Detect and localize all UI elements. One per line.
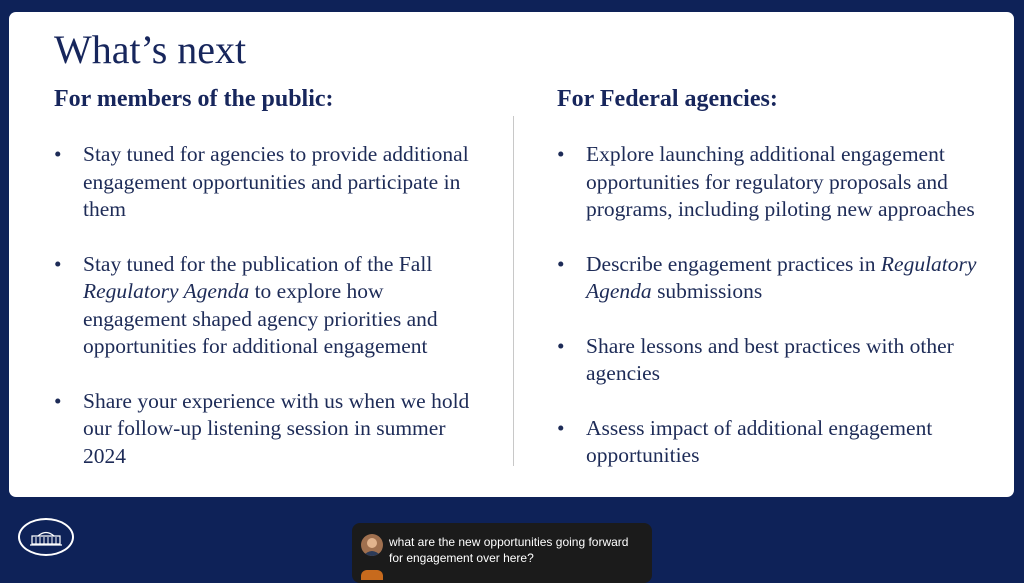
list-item: • Assess impact of additional engagement opportunities [557, 415, 997, 470]
public-bullet-list [54, 141, 489, 497]
public-column-heading: For members of the public: [54, 86, 334, 112]
user-avatar-icon [361, 534, 383, 556]
slide-title: What’s next [54, 27, 247, 72]
list-item: • Stay tuned for agencies to provide additional engagement opportunities and participate in them [54, 141, 489, 224]
chat-caption-bubble [352, 523, 652, 583]
caption-text: what are the new opportunities going forward for engagement over here? [389, 535, 629, 565]
column-divider [513, 116, 514, 466]
list-item: • Describe engagement practices in Regulatory Agenda submissions [557, 251, 997, 306]
agencies-column-heading: For Federal agencies: [557, 86, 778, 112]
list-item: • Share your experience with us when we hold our follow-up listening session in summer 2024 [54, 388, 489, 471]
list-item: • Stay tuned for the publication of the Fall Regulatory Agenda to explore how engagement shaped agency priorities and opportunities for additional engagement [54, 251, 489, 361]
user-avatar-icon [361, 570, 383, 580]
white-house-seal-icon [18, 518, 74, 556]
list-item: • Explore launching additional engagement opportunities for regulatory proposals and programs, including piloting new approaches [557, 141, 997, 224]
agencies-bullet-list [557, 141, 997, 497]
presentation-slide [9, 12, 1014, 497]
list-item: • Share lessons and best practices with other agencies [557, 333, 997, 388]
